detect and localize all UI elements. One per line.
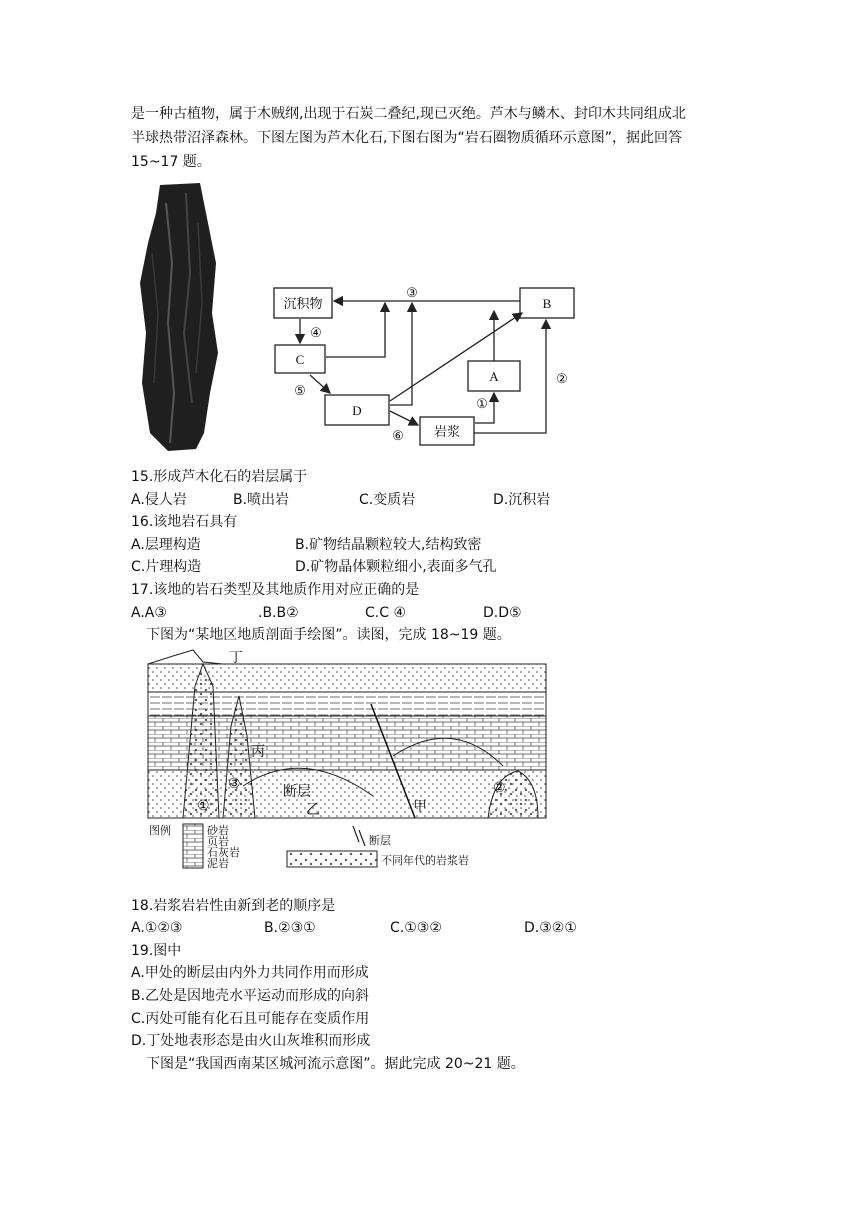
legend-title: 图例 (149, 825, 171, 837)
legend-shale: 页岩 (207, 836, 229, 848)
q18-option-d: D.③②① (524, 920, 577, 936)
label-jia: 甲 (413, 800, 427, 815)
label-bing: 丙 (251, 745, 265, 760)
q18-stem: 18.岩浆岩岩性由新到老的顺序是 (131, 898, 336, 914)
calamites-fossil-image (138, 183, 218, 451)
q18-option-c: C.①③② (390, 920, 442, 936)
label-n5: ⑤ (294, 383, 306, 398)
label-n6: ⑥ (392, 428, 404, 443)
intro-line-3: 15~17 题。 (131, 154, 211, 170)
label-fault: 断层 (283, 785, 311, 800)
q19-stem: 19.图中 (131, 943, 182, 959)
intro-line-2: 半球热带沼泽森林。下图左图为芦木化石,下图右图为“岩石圈物质循环示意图”，据此回答 (131, 130, 682, 146)
label-n1: ① (476, 396, 488, 411)
q15-option-a: A.侵人岩 (131, 492, 187, 508)
q18-option-b: B.②③① (264, 920, 316, 936)
intro-20-21: 下图是“我国西南某区城河流示意图”。据此完成 20~21 题。 (146, 1056, 525, 1072)
intro-line-1: 是一种古植物，属于木贼纲,出现于石炭二叠纪,现已灭绝。芦木与鳞木、封印木共同组成北 (131, 106, 686, 122)
legend-mudstone: 泥岩 (207, 858, 229, 870)
legend-magma: 不同年代的岩浆岩 (381, 855, 469, 867)
q17-option-d: D.D⑤ (483, 605, 522, 621)
label-n1: ① (197, 799, 210, 814)
label-yi: 乙 (306, 803, 320, 818)
q16-option-b: B.矿物结晶颗粒较大,结构致密 (295, 537, 482, 553)
label-n3: ③ (406, 285, 418, 300)
label-a: A (489, 369, 499, 384)
q15-stem: 15.形成芦木化石的岩层属于 (131, 469, 308, 485)
q18-option-a: A.①②③ (131, 920, 183, 936)
legend-sandstone: 砂岩 (207, 825, 229, 837)
q17-option-a: A.A③ (131, 605, 167, 621)
legend-fault: 断层 (369, 835, 391, 847)
q15-option-b: B.喷出岩 (233, 492, 290, 508)
intro-18-19: 下图为“某地区地质剖面手绘图”。读图，完成 18~19 题。 (146, 627, 511, 643)
q16-option-c: C.片理构造 (131, 559, 202, 575)
label-ding: 丁 (229, 651, 243, 666)
label-n2: ② (556, 371, 568, 386)
q19-option-d: D.丁处地表形态是由火山灰堆积而形成 (131, 1033, 371, 1049)
legend-limestone: 石灰岩 (207, 847, 240, 859)
rock-cycle-diagram (270, 283, 590, 453)
q17-option-c: C.C ④ (365, 605, 407, 621)
label-d: D (352, 403, 362, 418)
q15-option-d: D.沉积岩 (493, 492, 551, 508)
label-magma: 岩浆 (433, 424, 461, 439)
q17-stem: 17.该地的岩石类型及其地质作用对应正确的是 (131, 582, 420, 598)
q19-option-b: B.乙处是因地壳水平运动而形成的向斜 (131, 988, 370, 1004)
q17-option-b: .B.B② (258, 605, 299, 621)
q19-option-a: A.甲处的断层由内外力共同作用而形成 (131, 965, 369, 981)
q16-option-d: D.矿物晶体颗粒细小,表面多气孔 (295, 559, 497, 575)
label-sediment: 沉积物 (283, 296, 323, 311)
label-c: C (295, 352, 305, 367)
geological-profile-diagram (143, 646, 548, 876)
label-b: B (542, 296, 552, 311)
label-n4: ④ (310, 325, 322, 340)
label-n2: ② (493, 781, 506, 796)
label-n3: ③ (228, 777, 241, 792)
q15-option-c: C.变质岩 (359, 492, 416, 508)
q19-option-c: C.丙处可能有化石且可能存在变质作用 (131, 1011, 370, 1027)
q16-stem: 16.该地岩石具有 (131, 514, 238, 530)
q16-option-a: A.层理构造 (131, 537, 201, 553)
